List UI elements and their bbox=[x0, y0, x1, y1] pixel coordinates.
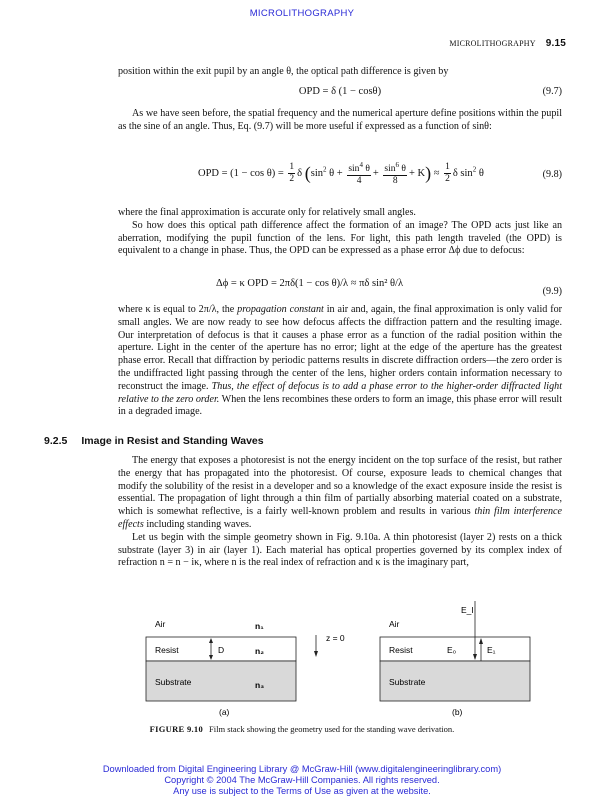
equation-9-8 bbox=[118, 160, 562, 190]
paragraph-4-text: So how does this optical path difference affect the formation of an image? The OPD acts just like an aberration, modifying the pupil function of the lens. For light, this path length traveled (the OPD) is equivalent to a change in phase. Thus, the OPD can be expressed as a phase error Δϕ due to defocus: bbox=[118, 219, 562, 257]
e1-label: E₁ bbox=[487, 645, 496, 655]
paragraph-5-text bbox=[118, 304, 562, 419]
section-paragraph-2: Let us begin with the simple geometry shown in Fig. 9.10a. A thin photoresist (layer 2) rests on a thick substrate (layer 3) in air (layer 1). Each material has optical properties governed by its complex index of refraction n = n − iκ, where n is the real index of refraction and κ is the imaginary part, bbox=[118, 531, 562, 569]
thickness-label: D bbox=[218, 645, 225, 655]
figure-9-10 bbox=[0, 595, 604, 720]
paragraph-5-part-a: where κ is equal to 2π/λ, the bbox=[118, 304, 238, 315]
footer-line-2: Copyright © 2004 The McGraw-Hill Companies. All rights reserved. bbox=[164, 775, 440, 785]
intro-text: position within the exit pupil by an angle θ, the optical path difference is given by bbox=[118, 66, 449, 77]
e0-label: E₀ bbox=[447, 645, 457, 655]
right-resist-label: Resist bbox=[389, 645, 413, 655]
right-figure-label: (b) bbox=[452, 707, 463, 717]
equation-9-9-body: Δϕ = κ OPD = 2πδ(1 − cos θ)/λ ≈ πδ sin² θ/λ bbox=[216, 278, 404, 289]
figure-caption bbox=[0, 724, 604, 734]
section-paragraph-1 bbox=[118, 455, 562, 532]
paragraph-2-text: As we have seen before, the spatial frequency and the numerical aperture define positions within the pupil as the sine of an angle. Thus, Eq. (9.7) will be more useful if expressed as a function of sinθ: bbox=[118, 108, 562, 132]
section-body bbox=[118, 455, 562, 570]
equation-9-7 bbox=[118, 86, 562, 97]
top-banner: MICROLITHOGRAPHY bbox=[249, 8, 355, 19]
right-air-label: Air bbox=[389, 619, 400, 629]
right-substrate-label: Substrate bbox=[389, 677, 426, 687]
paragraph-2 bbox=[118, 108, 562, 134]
left-substrate-label: Substrate bbox=[155, 677, 192, 687]
section-number: 9.2.5 bbox=[44, 435, 68, 447]
left-resist-label: Resist bbox=[155, 645, 179, 655]
footer-line-1[interactable]: Downloaded from Digital Engineering Library @ McGraw-Hill (www.digitalengineeringlibrary.com) bbox=[102, 764, 502, 774]
paragraph-3 bbox=[118, 207, 562, 258]
section-paragraph-1-part-a: The energy that exposes a photoresist is not the energy incident on the top surface of the resist, but rather the energy that has propagated into the photoresist. Of course, exposure leads to chemical changes that modify the solubility of the resist in a developer and so a knowledge of the exact exposure inside the resist is essential. The propagation of light through a thin film of partially absorbing material coated on a substrate, which is somewhat reflective, is a fairly well-known problem and results in various bbox=[118, 455, 562, 518]
equation-9-7-body: OPD = δ (1 − cosθ) bbox=[298, 86, 382, 97]
footer-line-3: Any use is subject to the Terms of Use as given at the website. bbox=[173, 786, 431, 796]
left-air-label: Air bbox=[155, 619, 166, 629]
emphasis-defocus-effect: Thus, the effect of defocus is to add a phase error to the higher-order diffracted light relative to the zero order. bbox=[118, 380, 562, 405]
equation-9-7-number: (9.7) bbox=[542, 86, 562, 97]
figure-caption-label: FIGURE 9.10 bbox=[149, 724, 204, 734]
paragraph-5-part-b: in air and, again, the final approximation is only valid for small angles. We are now ready to see how defocus affects the diffraction pattern and the resulting image. Our interpretation of defocus is that it causes a phase error as a function of the radial position within the aperture. Light in the center of the aperture has no error; light at the edge of the aperture has the greatest phase error. Recall that diffraction by periodic patterns results in discrete diffraction orders—the zero order is the undiffracted light passing through the center of the lens, higher orders contain information necessary to reconstruct the image. bbox=[118, 304, 562, 392]
equation-9-9-number: (9.9) bbox=[542, 286, 562, 297]
term-thin-film-interference: thin film interference effects bbox=[118, 506, 562, 530]
left-n3-label: n₃ bbox=[255, 680, 265, 690]
running-head bbox=[449, 38, 566, 49]
section-title: Image in Resist and Standing Waves bbox=[81, 435, 264, 447]
term-propagation-constant: propagation constant bbox=[237, 304, 324, 315]
paragraph-3-text: where the final approximation is accurate only for relatively small angles. bbox=[118, 207, 416, 218]
running-head-title: MICROLITHOGRAPHY bbox=[449, 39, 536, 48]
paragraph-5 bbox=[118, 304, 562, 419]
equation-9-8-number: (9.8) bbox=[542, 169, 562, 180]
equation-9-9 bbox=[118, 278, 562, 298]
page-number: 9.15 bbox=[545, 38, 566, 49]
paragraph-5-part-c: When the lens recombines these orders to form an image, this phase error will result in a degraded image. bbox=[118, 393, 562, 418]
section-paragraph-1-part-b: including standing waves. bbox=[143, 518, 252, 530]
z-zero-label: z = 0 bbox=[326, 633, 345, 643]
left-n1-label: n₁ bbox=[255, 621, 264, 631]
download-footer bbox=[0, 764, 604, 797]
left-figure-label: (a) bbox=[219, 707, 230, 717]
incident-field-label: E_I bbox=[461, 605, 474, 615]
left-n2-label: n₂ bbox=[255, 646, 264, 656]
section-heading bbox=[44, 435, 264, 447]
equation-9-8-body: OPD = (1 − cos θ) = $\frac{1}{2}$ δ ($\sin^2$ θ + $\frac{\sin^4 \theta}{4}$ + $\frac{\sin^6 \theta}{8}$ + K) ≈ $\frac{1}{2}$ δ $\sin^2 \theta$ bbox=[198, 161, 484, 187]
z-axis-arrow-head bbox=[314, 651, 318, 657]
figure-caption-text: Film stack showing the geometry used for the standing wave derivation. bbox=[209, 724, 455, 734]
intro-paragraph bbox=[118, 66, 562, 79]
